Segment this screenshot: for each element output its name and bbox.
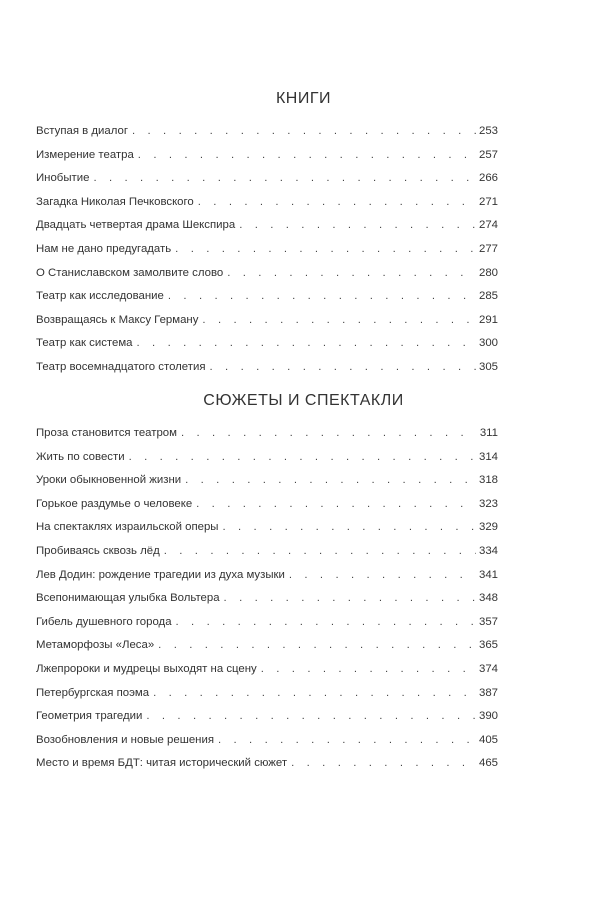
- toc-entry-title: Инобытие: [36, 172, 90, 185]
- toc-entry-page-number: 323: [478, 497, 498, 510]
- toc-entry-title: Измерение театра: [36, 148, 134, 161]
- toc-entry-title: О Станиславском замолвите слово: [36, 266, 224, 279]
- toc-entry: [36, 564, 498, 588]
- toc-entry-title: Возобновления и новые решения: [36, 733, 214, 746]
- dot-leader: [289, 564, 476, 588]
- toc-entry: [36, 332, 498, 356]
- dot-leader: [202, 309, 476, 333]
- dot-leader: [93, 167, 476, 191]
- toc-entry: [36, 587, 498, 611]
- toc-entry: [36, 214, 498, 238]
- toc-entry-title: Метаморфозы «Леса»: [36, 639, 155, 652]
- toc-entry-page-number: 257: [478, 148, 498, 161]
- toc-list-books: [36, 120, 498, 380]
- toc-entry-page-number: 374: [478, 662, 498, 675]
- toc-entry-title: Пробиваясь сквозь лёд: [36, 544, 160, 557]
- toc-entry-page-number: 266: [478, 172, 498, 185]
- toc-entry-page-number: 291: [478, 313, 498, 326]
- toc-entry-title: Двадцать четвертая драма Шекспира: [36, 219, 236, 232]
- dot-leader: [132, 120, 476, 144]
- toc-entry-page-number: 253: [478, 125, 498, 137]
- toc-entry-page-number: 271: [478, 195, 498, 208]
- section-title-books: КНИГИ: [275, 90, 332, 107]
- dot-leader: [137, 332, 476, 356]
- toc-entry: [36, 634, 498, 658]
- dot-leader: [291, 752, 476, 776]
- dot-leader: [129, 446, 476, 470]
- toc-entry-page-number: 285: [478, 290, 498, 303]
- toc-entry-page-number: 314: [478, 450, 498, 463]
- toc-entry: [36, 262, 498, 286]
- toc-entry-title: Загадка Николая Печковского: [36, 195, 194, 208]
- toc-entry: [36, 540, 498, 564]
- toc-entry-title: Театр восемнадцатого столетия: [36, 360, 206, 373]
- toc-entry-title: Лжепророки и мудрецы выходят на сцену: [36, 662, 257, 675]
- dot-leader: [153, 682, 476, 706]
- toc-entry: [36, 120, 498, 144]
- toc-entry-title: Театр как система: [36, 337, 133, 350]
- toc-entry-page-number: 280: [478, 266, 498, 279]
- toc-entry: [36, 446, 498, 470]
- dot-leader: [146, 705, 476, 729]
- toc-entry: [36, 611, 498, 635]
- toc-entry: [36, 682, 498, 706]
- toc-entry-title: Проза становится театром: [36, 427, 177, 439]
- toc-entry-title: Лев Додин: рождение трагедии из духа музыки: [36, 568, 285, 581]
- toc-entry-title: Театр как исследование: [36, 290, 164, 303]
- toc-entry-title: Жить по совести: [36, 450, 125, 463]
- toc-entry-title: Место и время БДТ: читая исторический сюжет: [36, 757, 288, 770]
- toc-entry: [36, 729, 498, 753]
- toc-entry: [36, 752, 498, 776]
- toc-entry-title: Петербургская поэма: [36, 686, 150, 699]
- toc-entry-page-number: 387: [478, 686, 498, 699]
- toc-entry-page-number: 277: [478, 242, 498, 255]
- dot-leader: [138, 144, 476, 168]
- toc-entry-title: Вступая в диалог: [36, 125, 128, 137]
- dot-leader: [261, 658, 476, 682]
- toc-entry-title: Геометрия трагедии: [36, 710, 143, 723]
- toc-entry-page-number: 365: [478, 639, 498, 652]
- toc-entry-page-number: 390: [478, 710, 498, 723]
- toc-entry: [36, 658, 498, 682]
- toc-entry: [36, 191, 498, 215]
- toc-entry: [36, 356, 498, 380]
- dot-leader: [218, 729, 476, 753]
- toc-entry: [36, 422, 498, 446]
- toc-entry-title: На спектаклях израильской оперы: [36, 521, 219, 534]
- toc-entry-title: Гибель душевного города: [36, 615, 172, 628]
- toc-entry: [36, 238, 498, 262]
- toc-entry: [36, 285, 498, 309]
- toc-entry: [36, 309, 498, 333]
- toc-entry-page-number: 318: [478, 474, 498, 487]
- toc-list-plots: [36, 422, 498, 776]
- dot-leader: [181, 422, 476, 446]
- toc-entry: [36, 167, 498, 191]
- toc-entry: [36, 469, 498, 493]
- dot-leader: [175, 238, 476, 262]
- toc-entry-title: Всепонимающая улыбка Вольтера: [36, 592, 220, 605]
- toc-entry: [36, 493, 498, 517]
- dot-leader: [164, 540, 476, 564]
- section-title-plots: СЮЖЕТЫ И СПЕКТАКЛИ: [203, 392, 404, 409]
- dot-leader: [198, 191, 476, 215]
- toc-entry-page-number: 311: [479, 427, 498, 439]
- toc-entry-page-number: 329: [478, 521, 498, 534]
- toc-entry-title: Горькое раздумье о человеке: [36, 497, 193, 510]
- dot-leader: [239, 214, 476, 238]
- dot-leader: [224, 587, 476, 611]
- toc-entry-page-number: 348: [478, 592, 498, 605]
- dot-leader: [196, 493, 476, 517]
- toc-entry-page-number: 465: [478, 757, 498, 770]
- dot-leader: [185, 469, 476, 493]
- toc-entry-page-number: 305: [478, 360, 498, 373]
- toc-entry: [36, 144, 498, 168]
- toc-entry: [36, 516, 498, 540]
- toc-entry-page-number: 341: [478, 568, 498, 581]
- toc-entry-title: Возвращаясь к Максу Герману: [36, 313, 199, 326]
- dot-leader: [176, 611, 476, 635]
- toc-entry-page-number: 405: [478, 733, 498, 746]
- dot-leader: [227, 262, 476, 286]
- toc-entry-page-number: 300: [478, 337, 498, 350]
- dot-leader: [210, 356, 476, 380]
- dot-leader: [168, 285, 476, 309]
- toc-entry-title: Нам не дано предугадать: [36, 242, 172, 255]
- toc-entry: [36, 705, 498, 729]
- toc-entry-page-number: 334: [478, 544, 498, 557]
- toc-entry-title: Уроки обыкновенной жизни: [36, 474, 182, 487]
- dot-leader: [222, 516, 476, 540]
- toc-entry-page-number: 274: [478, 219, 498, 232]
- dot-leader: [158, 634, 476, 658]
- toc-entry-page-number: 357: [478, 615, 498, 628]
